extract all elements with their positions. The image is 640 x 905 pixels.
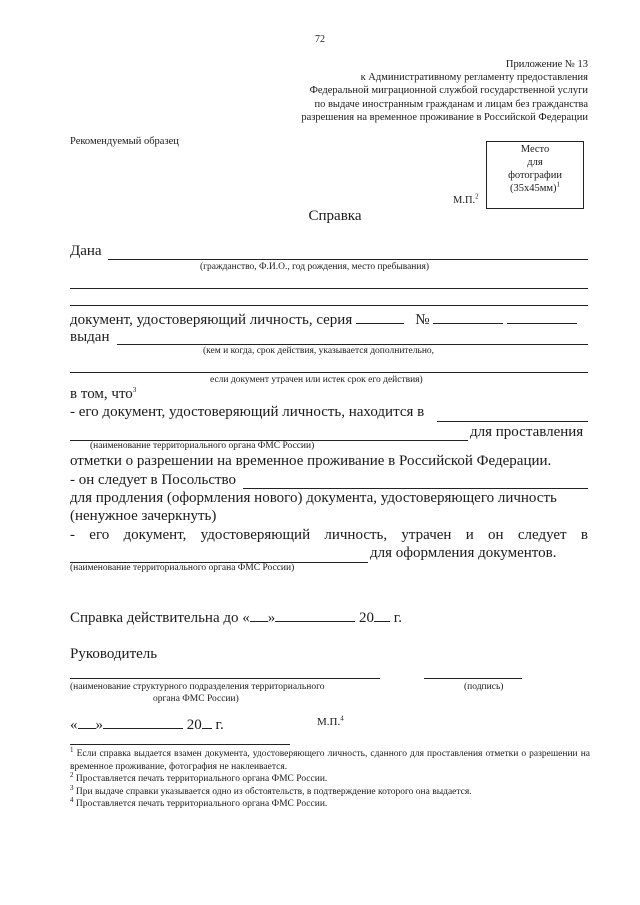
appendix-line: к Административному регламенту предоставления <box>360 72 588 84</box>
date-line: « » 20 г. <box>70 717 224 733</box>
option-1-continuation: отметки о разрешении на временное проживание в Российской Федерации. <box>70 453 552 469</box>
footnote-separator <box>70 744 290 745</box>
number-field-1[interactable] <box>433 311 503 324</box>
date-year-field[interactable] <box>202 716 212 729</box>
option-2-text: - он следует в Посольство <box>70 472 237 488</box>
fms-name-hint-2: (наименование территориального органа ФМС России) <box>70 563 295 573</box>
fms-name-hint: (наименование территориального органа ФМС России) <box>90 441 315 451</box>
issued-to-field[interactable] <box>108 259 588 260</box>
footnote-item: $^3$ При выдаче справки указывается одно из обстоятельств, в подтверждение которого она выдается. <box>70 783 472 797</box>
photo-placeholder-box <box>486 141 584 209</box>
footnote-ref: 4 <box>340 714 344 723</box>
photo-box-line: Место <box>520 144 550 155</box>
issued-to-field-3[interactable] <box>70 305 588 306</box>
appendix-line: Федеральной миграционной службой государственной услуги <box>309 85 588 97</box>
stamp-place-2: М.П.$^4$ <box>317 714 344 728</box>
document-title: Справка <box>308 208 362 224</box>
signature-field[interactable] <box>424 678 522 679</box>
validity-month-field[interactable] <box>275 609 355 622</box>
date-month-field[interactable] <box>103 716 183 729</box>
validity-year-field[interactable] <box>374 609 390 622</box>
issued-by-field-2[interactable] <box>70 372 588 373</box>
footnotes <box>70 745 590 811</box>
option-1-text: - его документ, удостоверяющий личность, находится в <box>70 404 425 420</box>
photo-box-line: фотографии <box>508 170 562 181</box>
recommended-sample-label: Рекомендуемый образец <box>70 136 179 147</box>
number-field-2[interactable] <box>507 311 577 324</box>
issued-to-label: Дана <box>70 243 102 259</box>
issued-by-hint-1: (кем и когда, срок действия, указывается дополнительно, <box>203 346 435 356</box>
footnote-item: $^2$ Проставляется печать территориального органа ФМС России. <box>70 770 328 784</box>
option-1-suffix: для проставления <box>470 424 584 440</box>
photo-box-line: для <box>527 157 543 168</box>
appendix-line: по выдаче иностранным гражданам и лицам без гражданства <box>314 98 588 110</box>
appendix-header <box>301 58 588 124</box>
option-1-field[interactable] <box>437 421 588 422</box>
stamp-label: М.П. <box>453 195 476 206</box>
photo-box-line: (35х45мм) <box>509 183 557 194</box>
footnote-item: $^4$ Проставляется печать территориального органа ФМС России. <box>70 795 328 809</box>
option-3-suffix: для оформления документов. <box>370 545 557 561</box>
option-2-note: (ненужное зачеркнуть) <box>70 508 217 524</box>
validity-line: Справка действительна до « » 20 г. <box>70 610 402 626</box>
footnote-item: $^1$ Если справка выдается взамен документа, удостоверяющего личность, сданного для проставления отметки о разрешении на временное проживание, фотография не наклеивается. <box>70 745 590 772</box>
footnote-ref: 3 <box>132 386 137 394</box>
option-3-text: - его документ, удостоверяющий личность, утрачен и он следует в <box>70 527 588 543</box>
appendix-line: Приложение № 13 <box>505 59 588 70</box>
circumstances-intro: в том, что$^3$ <box>70 386 137 402</box>
head-label: Руководитель <box>70 646 158 662</box>
embassy-field[interactable] <box>243 488 588 489</box>
signature-hint: (подпись) <box>464 682 504 692</box>
footnote-ref: 2 <box>475 192 479 201</box>
issued-by-hint-2: если документ утрачен или истек срок его действия) <box>210 375 423 385</box>
issued-to-hint: (гражданство, Ф.И.О., год рождения, место пребывания) <box>200 262 430 272</box>
date-day-field[interactable] <box>78 716 96 729</box>
issued-to-field-2[interactable] <box>70 288 588 289</box>
validity-day-field[interactable] <box>250 609 268 622</box>
unit-name-field[interactable] <box>70 678 380 679</box>
footnote-ref: 1 <box>556 180 561 189</box>
appendix-line: разрешения на временное проживание в Российской Федерации <box>301 111 588 123</box>
stamp-place-1 <box>453 192 479 206</box>
issued-by-label: выдан <box>70 329 110 345</box>
unit-name-hint-1: (наименование структурного подразделения территориального <box>70 682 325 692</box>
page-number: 72 <box>315 34 325 45</box>
document-series-label: документ, удостоверяющий личность, серия № <box>70 311 577 329</box>
unit-name-hint-2: органа ФМС России) <box>153 694 239 704</box>
series-field[interactable] <box>356 311 404 324</box>
issued-by-field[interactable] <box>117 344 588 345</box>
option-2-continuation: для продления (оформления нового) документа, удостоверяющего личность <box>70 490 557 506</box>
